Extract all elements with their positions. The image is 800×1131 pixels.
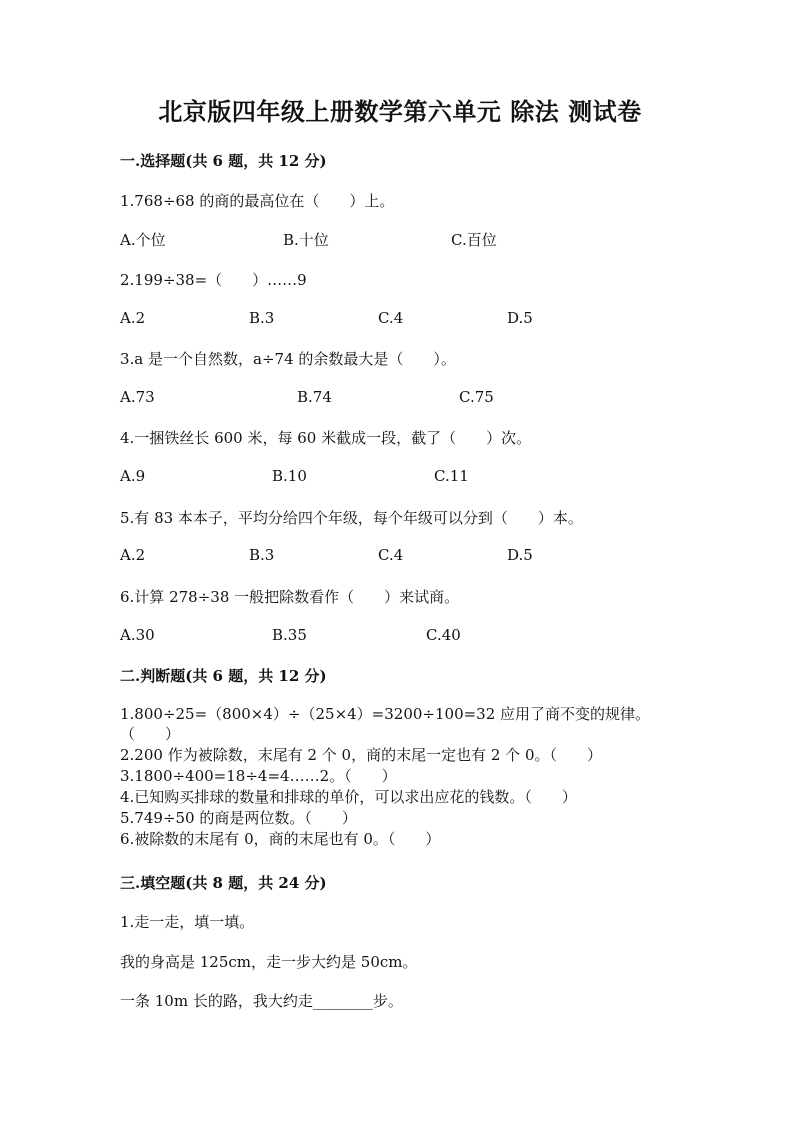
question-choice-4: 4.一捆铁丝长 600 米，每 60 米截成一段，截了（ ）次。 xyxy=(120,429,532,447)
option-a: A.2 xyxy=(120,309,146,327)
question-judge-5: 5.749÷50 的商是两位数。（ ） xyxy=(120,809,357,827)
question-fill-1-info: 我的身高是 125cm，走一步大约是 50cm。 xyxy=(120,953,418,971)
option-c: C.4 xyxy=(378,546,404,564)
option-b: B.3 xyxy=(249,546,275,564)
question-judge-1: 1.800÷25=（800×4）÷（25×4）=3200÷100=32 应用了商不变的规律。 xyxy=(120,705,651,723)
option-d: D.5 xyxy=(507,546,533,564)
question-judge-3: 3.1800÷400=18÷4=4……2。（ ） xyxy=(120,767,397,785)
option-a: A.9 xyxy=(120,467,146,485)
option-c: C.40 xyxy=(426,626,461,644)
option-c: C.75 xyxy=(459,388,494,406)
option-c: C.百位 xyxy=(451,231,497,249)
option-b: B.35 xyxy=(272,626,307,644)
option-c: C.4 xyxy=(378,309,404,327)
question-choice-3: 3.a 是一个自然数，a÷74 的余数最大是（ ）。 xyxy=(120,350,456,368)
question-fill-1: 1.走一走，填一填。 xyxy=(120,913,255,931)
question-choice-5: 5.有 83 本本子，平均分给四个年级，每个年级可以分到（ ）本。 xyxy=(120,509,583,527)
question-fill-1-blank: 一条 10m 长的路，我大约走________步。 xyxy=(120,992,403,1010)
option-c: C.11 xyxy=(434,467,469,485)
section-fill-heading: 三.填空题(共 8 题，共 24 分) xyxy=(120,874,327,892)
question-choice-1: 1.768÷68 的商的最高位在（ ）上。 xyxy=(120,192,395,210)
question-choice-2: 2.199÷38=（ ）……9 xyxy=(120,271,307,289)
question-judge-4: 4.已知购买排球的数量和排球的单价，可以求出应花的钱数。（ ） xyxy=(120,788,577,806)
question-choice-6: 6.计算 278÷38 一般把除数看作（ ）来试商。 xyxy=(120,588,460,606)
option-a: A.73 xyxy=(120,388,155,406)
option-a: A.2 xyxy=(120,546,146,564)
option-b: B.3 xyxy=(249,309,275,327)
option-d: D.5 xyxy=(507,309,533,327)
question-judge-6: 6.被除数的末尾有 0，商的末尾也有 0。（ ） xyxy=(120,830,441,848)
page-title: 北京版四年级上册数学第六单元 除法 测试卷 xyxy=(158,97,642,126)
section-judge-heading: 二.判断题(共 6 题，共 12 分) xyxy=(120,667,327,685)
question-judge-2: 2.200 作为被除数，末尾有 2 个 0，商的末尾一定也有 2 个 0。（ ） xyxy=(120,746,602,764)
option-b: B.10 xyxy=(272,467,307,485)
option-a: A.个位 xyxy=(120,231,166,249)
option-b: B.74 xyxy=(297,388,332,406)
option-a: A.30 xyxy=(120,626,155,644)
section-choice-heading: 一.选择题(共 6 题，共 12 分) xyxy=(120,152,327,170)
option-b: B.十位 xyxy=(283,231,329,249)
question-judge-1-bracket: （ ） xyxy=(120,725,181,743)
